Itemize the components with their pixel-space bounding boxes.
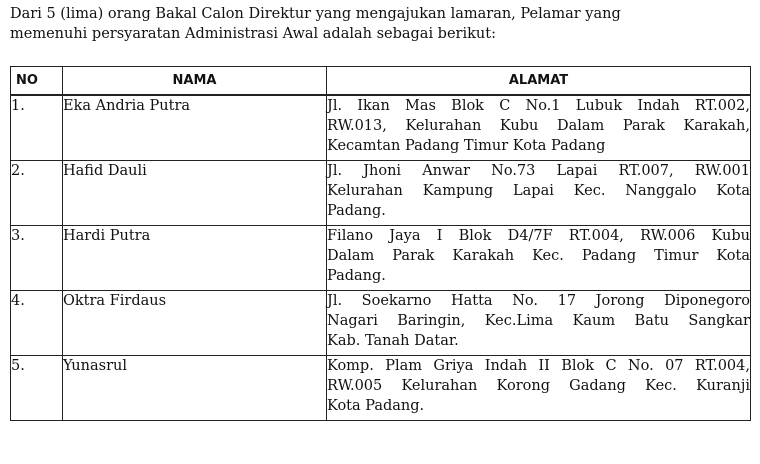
address-line: Kelurahan Kampung Lapai Kec. Nanggalo Kota — [327, 183, 750, 199]
address-line: Kecamtan Padang Timur Kota Padang — [327, 138, 606, 154]
row-name: Oktra Firdaus — [63, 291, 327, 356]
row-number: 2. — [11, 161, 63, 226]
address-line: Jl. Soekarno Hatta No. 17 Jorong Diponegoro — [327, 293, 750, 309]
address-line: Jl. Ikan Mas Blok C No.1 Lubuk Indah RT.002, — [327, 98, 750, 114]
row-name: Yunasrul — [63, 356, 327, 421]
address-line: Nagari Baringin, Kec.Lima Kaum Batu Sangkar — [327, 313, 750, 329]
table-row — [11, 356, 751, 421]
address-line: Filano Jaya I Blok D4/7F RT.004, RW.006 Kubu — [327, 228, 750, 244]
row-address — [327, 95, 751, 161]
address-line: Padang. — [327, 268, 386, 284]
address-line: Dalam Parak Karakah Kec. Padang Timur Kota — [327, 248, 750, 264]
table-row — [11, 95, 751, 161]
address-line: RW.013, Kelurahan Kubu Dalam Parak Karakah, — [327, 118, 750, 134]
row-number: 1. — [11, 95, 63, 161]
row-address — [327, 161, 751, 226]
table-row — [11, 291, 751, 356]
candidate-table — [10, 66, 751, 421]
address-line: Komp. Plam Griya Indah II Blok C No. 07 RT.004, — [327, 358, 750, 374]
address-line: Jl. Jhoni Anwar No.73 Lapai RT.007, RW.001 — [327, 163, 750, 179]
address-line: RW.005 Kelurahan Korong Gadang Kec. Kuranji — [327, 378, 750, 394]
row-name: Eka Andria Putra — [63, 95, 327, 161]
intro-line-1: Dari 5 (lima) orang Bakal Calon Direktur yang mengajukan lamaran, Pelamar yang — [10, 6, 621, 22]
address-line: Kota Padang. — [327, 398, 425, 414]
row-address — [327, 356, 751, 421]
table-row — [11, 226, 751, 291]
row-address — [327, 291, 751, 356]
table-row — [11, 161, 751, 226]
intro-line-2: memenuhi persyaratan Administrasi Awal adalah sebagai berikut: — [10, 26, 496, 42]
header-alamat: ALAMAT — [327, 67, 751, 96]
row-number: 3. — [11, 226, 63, 291]
intro-paragraph — [10, 4, 750, 44]
row-name: Hardi Putra — [63, 226, 327, 291]
row-address — [327, 226, 751, 291]
address-line: Kab. Tanah Datar. — [327, 333, 459, 349]
row-name: Hafid Dauli — [63, 161, 327, 226]
row-number: 4. — [11, 291, 63, 356]
row-number: 5. — [11, 356, 63, 421]
header-no: NO — [11, 67, 63, 96]
header-nama: NAMA — [63, 67, 327, 96]
address-line: Padang. — [327, 203, 386, 219]
table-header-row — [11, 67, 751, 96]
